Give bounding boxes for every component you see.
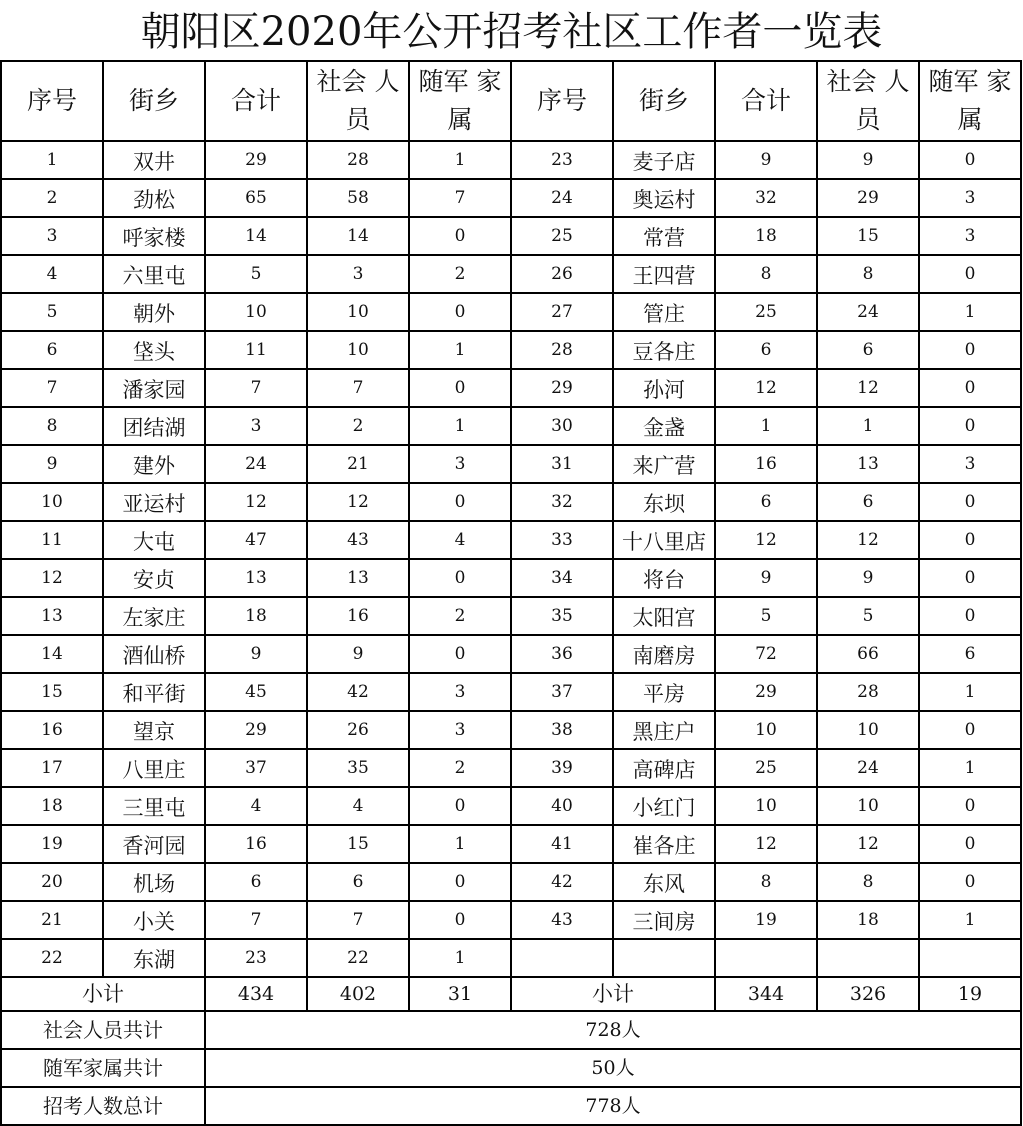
right-seq-cell: 40	[511, 787, 613, 825]
right-seq-cell: 43	[511, 901, 613, 939]
left-seq-cell: 1	[1, 141, 103, 179]
left-military-cell: 0	[409, 901, 511, 939]
right-military-cell: 0	[919, 521, 1021, 559]
right-seq-cell: 25	[511, 217, 613, 255]
right-military-cell: 0	[919, 863, 1021, 901]
table-row	[1, 939, 1021, 977]
right-military-cell: 0	[919, 331, 1021, 369]
right-military-cell: 0	[919, 141, 1021, 179]
left-social-cell: 35	[307, 749, 409, 787]
left-name-cell: 劲松	[103, 179, 205, 217]
left-total-cell: 29	[205, 141, 307, 179]
left-seq-cell: 15	[1, 673, 103, 711]
right-social-cell: 24	[817, 749, 919, 787]
left-military-cell: 1	[409, 407, 511, 445]
table-row	[1, 217, 1021, 255]
right-military-cell: 1	[919, 673, 1021, 711]
left-seq-cell: 22	[1, 939, 103, 977]
right-total-cell: 32	[715, 179, 817, 217]
left-total-cell: 10	[205, 293, 307, 331]
right-seq-cell: 39	[511, 749, 613, 787]
right-total-cell: 9	[715, 559, 817, 597]
left-name-cell: 和平街	[103, 673, 205, 711]
right-seq-cell: 42	[511, 863, 613, 901]
table-row	[1, 673, 1021, 711]
left-name-cell: 机场	[103, 863, 205, 901]
summary-label: 随军家属共计	[1, 1049, 205, 1087]
right-seq-cell: 23	[511, 141, 613, 179]
right-military-cell: 0	[919, 483, 1021, 521]
right-name-cell: 王四营	[613, 255, 715, 293]
right-social-cell: 9	[817, 141, 919, 179]
left-military-cell: 1	[409, 331, 511, 369]
right-seq-cell: 38	[511, 711, 613, 749]
left-social-cell: 28	[307, 141, 409, 179]
table-row	[1, 635, 1021, 673]
left-seq-cell: 11	[1, 521, 103, 559]
right-total-cell: 12	[715, 825, 817, 863]
right-military-cell: 3	[919, 445, 1021, 483]
left-military-cell: 3	[409, 445, 511, 483]
right-name-cell: 豆各庄	[613, 331, 715, 369]
right-total-cell: 8	[715, 863, 817, 901]
left-social-cell: 7	[307, 369, 409, 407]
left-name-cell: 双井	[103, 141, 205, 179]
left-total-cell: 29	[205, 711, 307, 749]
right-military-cell: 3	[919, 179, 1021, 217]
left-military-cell: 2	[409, 597, 511, 635]
table-row	[1, 407, 1021, 445]
left-social-cell: 7	[307, 901, 409, 939]
right-total-cell: 72	[715, 635, 817, 673]
left-name-cell: 三里屯	[103, 787, 205, 825]
right-total-cell: 1	[715, 407, 817, 445]
right-total-cell: 6	[715, 331, 817, 369]
right-name-cell: 黑庄户	[613, 711, 715, 749]
subtotal-left-social: 402	[307, 977, 409, 1011]
left-social-cell: 4	[307, 787, 409, 825]
left-total-cell: 14	[205, 217, 307, 255]
header-district: 街乡	[613, 61, 715, 141]
left-seq-cell: 18	[1, 787, 103, 825]
left-social-cell: 3	[307, 255, 409, 293]
left-total-cell: 12	[205, 483, 307, 521]
left-seq-cell: 6	[1, 331, 103, 369]
left-name-cell: 潘家园	[103, 369, 205, 407]
left-seq-cell: 9	[1, 445, 103, 483]
left-seq-cell: 10	[1, 483, 103, 521]
left-military-cell: 2	[409, 255, 511, 293]
left-military-cell: 0	[409, 217, 511, 255]
subtotal-right-social: 326	[817, 977, 919, 1011]
right-total-cell: 10	[715, 787, 817, 825]
right-name-cell: 来广营	[613, 445, 715, 483]
left-seq-cell: 14	[1, 635, 103, 673]
summary-row-overall	[1, 1087, 1021, 1125]
right-social-cell: 13	[817, 445, 919, 483]
right-social-cell: 18	[817, 901, 919, 939]
right-name-cell: 东坝	[613, 483, 715, 521]
left-name-cell: 安贞	[103, 559, 205, 597]
right-military-cell: 0	[919, 255, 1021, 293]
left-military-cell: 0	[409, 369, 511, 407]
right-social-cell: 6	[817, 483, 919, 521]
left-name-cell: 呼家楼	[103, 217, 205, 255]
left-military-cell: 0	[409, 293, 511, 331]
left-military-cell: 2	[409, 749, 511, 787]
left-total-cell: 4	[205, 787, 307, 825]
right-military-cell: 1	[919, 293, 1021, 331]
right-total-cell: 19	[715, 901, 817, 939]
summary-label: 招考人数总计	[1, 1087, 205, 1125]
subtotal-label-right: 小计	[511, 977, 715, 1011]
right-total-cell: 12	[715, 369, 817, 407]
header-seq: 序号	[511, 61, 613, 141]
right-seq-cell: 33	[511, 521, 613, 559]
right-social-cell: 12	[817, 369, 919, 407]
left-social-cell: 10	[307, 293, 409, 331]
left-name-cell: 小关	[103, 901, 205, 939]
left-social-cell: 10	[307, 331, 409, 369]
right-name-cell: 十八里店	[613, 521, 715, 559]
left-military-cell: 0	[409, 787, 511, 825]
left-social-cell: 22	[307, 939, 409, 977]
table-row	[1, 787, 1021, 825]
right-total-cell: 18	[715, 217, 817, 255]
table-row	[1, 901, 1021, 939]
left-name-cell: 八里庄	[103, 749, 205, 787]
left-seq-cell: 5	[1, 293, 103, 331]
left-name-cell: 六里屯	[103, 255, 205, 293]
right-total-cell: 10	[715, 711, 817, 749]
right-military-cell: 6	[919, 635, 1021, 673]
right-seq-cell	[511, 939, 613, 977]
left-total-cell: 6	[205, 863, 307, 901]
left-military-cell: 0	[409, 635, 511, 673]
left-social-cell: 6	[307, 863, 409, 901]
right-seq-cell: 28	[511, 331, 613, 369]
right-name-cell: 平房	[613, 673, 715, 711]
right-military-cell: 0	[919, 825, 1021, 863]
right-name-cell: 孙河	[613, 369, 715, 407]
subtotal-right-military: 19	[919, 977, 1021, 1011]
right-social-cell: 9	[817, 559, 919, 597]
right-name-cell: 将台	[613, 559, 715, 597]
right-social-cell: 66	[817, 635, 919, 673]
right-total-cell: 29	[715, 673, 817, 711]
table-row	[1, 483, 1021, 521]
table-row	[1, 179, 1021, 217]
right-total-cell: 25	[715, 749, 817, 787]
left-total-cell: 37	[205, 749, 307, 787]
left-name-cell: 朝外	[103, 293, 205, 331]
table-row	[1, 445, 1021, 483]
right-seq-cell: 35	[511, 597, 613, 635]
right-social-cell: 1	[817, 407, 919, 445]
left-seq-cell: 16	[1, 711, 103, 749]
right-military-cell: 0	[919, 559, 1021, 597]
left-seq-cell: 8	[1, 407, 103, 445]
left-total-cell: 13	[205, 559, 307, 597]
table-row	[1, 597, 1021, 635]
table-row	[1, 749, 1021, 787]
right-social-cell: 15	[817, 217, 919, 255]
left-military-cell: 1	[409, 141, 511, 179]
right-seq-cell: 31	[511, 445, 613, 483]
header-total: 合计	[715, 61, 817, 141]
right-name-cell: 高碑店	[613, 749, 715, 787]
left-social-cell: 16	[307, 597, 409, 635]
left-seq-cell: 21	[1, 901, 103, 939]
right-seq-cell: 26	[511, 255, 613, 293]
left-social-cell: 21	[307, 445, 409, 483]
left-name-cell: 东湖	[103, 939, 205, 977]
header-military: 随军 家属	[919, 61, 1021, 141]
recruitment-table	[0, 60, 1022, 1126]
subtotal-left-military: 31	[409, 977, 511, 1011]
right-total-cell: 6	[715, 483, 817, 521]
table-row	[1, 369, 1021, 407]
right-total-cell	[715, 939, 817, 977]
subtotal-left-total: 434	[205, 977, 307, 1011]
left-name-cell: 大屯	[103, 521, 205, 559]
table-row	[1, 825, 1021, 863]
right-name-cell: 奥运村	[613, 179, 715, 217]
left-total-cell: 18	[205, 597, 307, 635]
summary-value: 728人	[205, 1011, 1021, 1049]
right-military-cell: 0	[919, 369, 1021, 407]
right-military-cell: 1	[919, 901, 1021, 939]
left-seq-cell: 13	[1, 597, 103, 635]
left-seq-cell: 19	[1, 825, 103, 863]
left-military-cell: 1	[409, 939, 511, 977]
right-seq-cell: 32	[511, 483, 613, 521]
right-seq-cell: 37	[511, 673, 613, 711]
right-name-cell: 太阳宫	[613, 597, 715, 635]
left-military-cell: 3	[409, 711, 511, 749]
left-social-cell: 14	[307, 217, 409, 255]
left-name-cell: 亚运村	[103, 483, 205, 521]
right-seq-cell: 24	[511, 179, 613, 217]
right-name-cell: 常营	[613, 217, 715, 255]
right-total-cell: 25	[715, 293, 817, 331]
left-name-cell: 酒仙桥	[103, 635, 205, 673]
table-row	[1, 559, 1021, 597]
left-seq-cell: 2	[1, 179, 103, 217]
right-social-cell: 10	[817, 787, 919, 825]
left-military-cell: 0	[409, 863, 511, 901]
right-social-cell	[817, 939, 919, 977]
right-military-cell: 1	[919, 749, 1021, 787]
left-name-cell: 望京	[103, 711, 205, 749]
left-total-cell: 45	[205, 673, 307, 711]
header-seq: 序号	[1, 61, 103, 141]
left-military-cell: 4	[409, 521, 511, 559]
right-seq-cell: 27	[511, 293, 613, 331]
left-total-cell: 23	[205, 939, 307, 977]
right-seq-cell: 41	[511, 825, 613, 863]
left-social-cell: 13	[307, 559, 409, 597]
left-total-cell: 65	[205, 179, 307, 217]
table-row	[1, 293, 1021, 331]
right-social-cell: 8	[817, 255, 919, 293]
subtotal-right-total: 344	[715, 977, 817, 1011]
left-military-cell: 0	[409, 559, 511, 597]
left-military-cell: 1	[409, 825, 511, 863]
right-military-cell: 0	[919, 407, 1021, 445]
left-social-cell: 43	[307, 521, 409, 559]
header-social: 社会 人员	[307, 61, 409, 141]
right-social-cell: 24	[817, 293, 919, 331]
left-name-cell: 垡头	[103, 331, 205, 369]
right-total-cell: 9	[715, 141, 817, 179]
summary-label: 社会人员共计	[1, 1011, 205, 1049]
left-seq-cell: 4	[1, 255, 103, 293]
right-social-cell: 12	[817, 825, 919, 863]
right-military-cell: 0	[919, 597, 1021, 635]
table-row	[1, 331, 1021, 369]
left-total-cell: 7	[205, 369, 307, 407]
left-seq-cell: 12	[1, 559, 103, 597]
table-row	[1, 141, 1021, 179]
left-total-cell: 9	[205, 635, 307, 673]
header-row	[1, 61, 1021, 141]
right-social-cell: 5	[817, 597, 919, 635]
sheet-title: 朝阳区2020年公开招考社区工作者一览表	[140, 9, 883, 55]
right-name-cell: 金盏	[613, 407, 715, 445]
left-total-cell: 3	[205, 407, 307, 445]
right-social-cell: 6	[817, 331, 919, 369]
right-seq-cell: 36	[511, 635, 613, 673]
right-name-cell: 小红门	[613, 787, 715, 825]
left-total-cell: 5	[205, 255, 307, 293]
left-social-cell: 15	[307, 825, 409, 863]
left-name-cell: 建外	[103, 445, 205, 483]
table-row	[1, 521, 1021, 559]
summary-value: 778人	[205, 1087, 1021, 1125]
right-social-cell: 8	[817, 863, 919, 901]
right-name-cell: 崔各庄	[613, 825, 715, 863]
left-seq-cell: 3	[1, 217, 103, 255]
left-total-cell: 7	[205, 901, 307, 939]
right-total-cell: 5	[715, 597, 817, 635]
right-seq-cell: 29	[511, 369, 613, 407]
left-social-cell: 12	[307, 483, 409, 521]
left-seq-cell: 20	[1, 863, 103, 901]
right-name-cell: 管庄	[613, 293, 715, 331]
left-total-cell: 16	[205, 825, 307, 863]
table-row	[1, 863, 1021, 901]
left-social-cell: 26	[307, 711, 409, 749]
summary-row-social	[1, 1011, 1021, 1049]
left-social-cell: 2	[307, 407, 409, 445]
right-military-cell	[919, 939, 1021, 977]
left-military-cell: 0	[409, 483, 511, 521]
left-total-cell: 47	[205, 521, 307, 559]
table-row	[1, 255, 1021, 293]
right-name-cell: 东风	[613, 863, 715, 901]
right-military-cell: 3	[919, 217, 1021, 255]
header-total: 合计	[205, 61, 307, 141]
subtotal-row	[1, 977, 1021, 1011]
right-total-cell: 16	[715, 445, 817, 483]
right-military-cell: 0	[919, 787, 1021, 825]
right-seq-cell: 30	[511, 407, 613, 445]
right-seq-cell: 34	[511, 559, 613, 597]
left-military-cell: 7	[409, 179, 511, 217]
header-district: 街乡	[103, 61, 205, 141]
right-social-cell: 12	[817, 521, 919, 559]
data-rows	[1, 141, 1021, 977]
left-military-cell: 3	[409, 673, 511, 711]
subtotal-label-left: 小计	[1, 977, 205, 1011]
right-name-cell	[613, 939, 715, 977]
left-name-cell: 香河园	[103, 825, 205, 863]
summary-value: 50人	[205, 1049, 1021, 1087]
right-total-cell: 12	[715, 521, 817, 559]
left-total-cell: 11	[205, 331, 307, 369]
right-name-cell: 三间房	[613, 901, 715, 939]
right-social-cell: 29	[817, 179, 919, 217]
left-seq-cell: 17	[1, 749, 103, 787]
header-military: 随军 家属	[409, 61, 511, 141]
right-name-cell: 南磨房	[613, 635, 715, 673]
right-name-cell: 麦子店	[613, 141, 715, 179]
left-total-cell: 24	[205, 445, 307, 483]
left-social-cell: 42	[307, 673, 409, 711]
right-social-cell: 28	[817, 673, 919, 711]
left-seq-cell: 7	[1, 369, 103, 407]
left-name-cell: 左家庄	[103, 597, 205, 635]
right-total-cell: 8	[715, 255, 817, 293]
summary-row-military	[1, 1049, 1021, 1087]
table-row	[1, 711, 1021, 749]
left-name-cell: 团结湖	[103, 407, 205, 445]
right-social-cell: 10	[817, 711, 919, 749]
left-social-cell: 9	[307, 635, 409, 673]
header-social: 社会 人员	[817, 61, 919, 141]
right-military-cell: 0	[919, 711, 1021, 749]
left-social-cell: 58	[307, 179, 409, 217]
